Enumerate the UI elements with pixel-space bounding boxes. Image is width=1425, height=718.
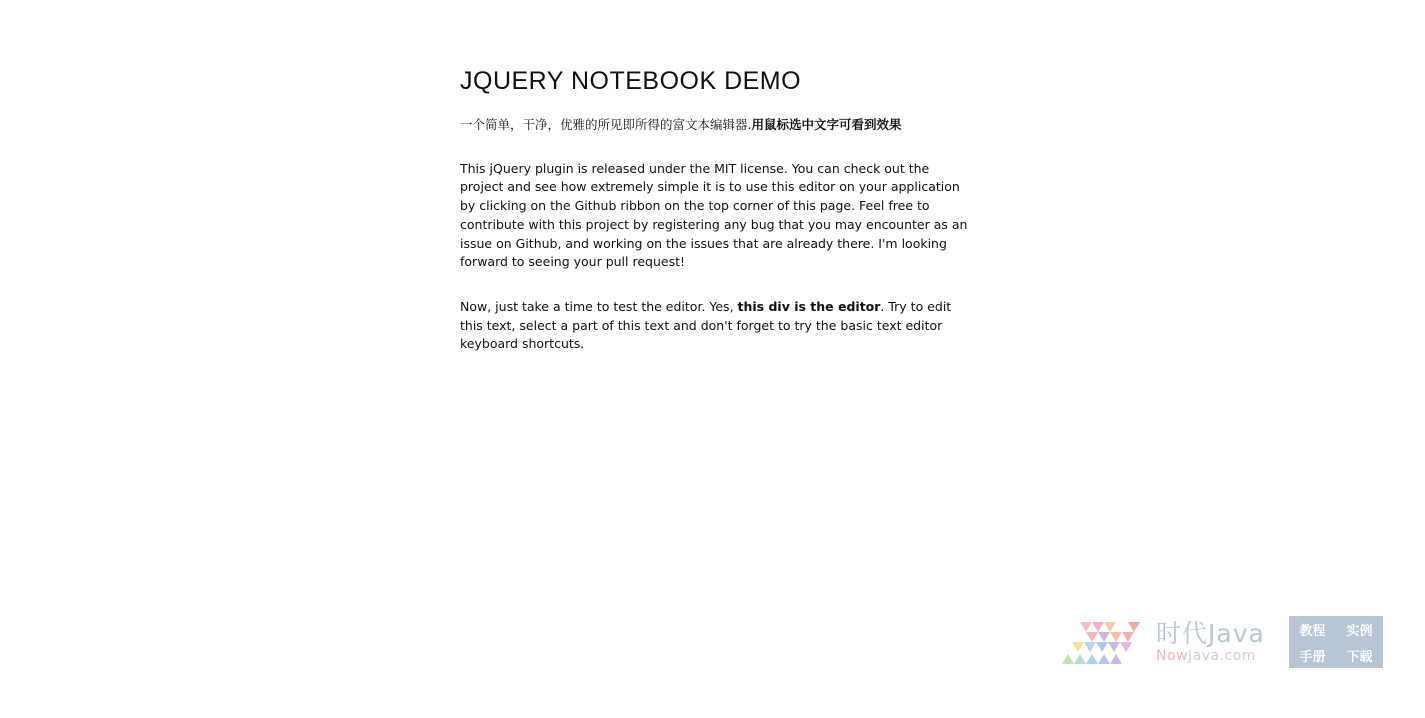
subtitle-text[interactable]: 一个简单，干净，优雅的所见即所得的富文本编辑器. xyxy=(460,117,752,132)
watermark-link-download[interactable]: 下载 xyxy=(1346,649,1373,665)
watermark-url[interactable] xyxy=(1156,648,1256,664)
watermark-link-examples[interactable]: 实例 xyxy=(1346,623,1373,639)
watermark-url-prefix[interactable]: Now xyxy=(1156,648,1188,664)
notebook-editor[interactable] xyxy=(460,116,970,354)
watermark-links-box xyxy=(1289,616,1383,668)
watermark-link-manual[interactable]: 手册 xyxy=(1299,649,1326,665)
editor-subtitle[interactable] xyxy=(460,116,970,135)
page-title: JQUERY NOTEBOOK DEMO xyxy=(460,67,802,95)
instructions-text-end[interactable]: . Try to edit this text, select a part of this text and don't forget to try the basic text editor keyboard shortcuts. xyxy=(460,298,952,352)
editor-paragraph-license[interactable]: This jQuery plugin is released under the MIT license. You can check out the project and see how extremely simple it is to use this editor on your application by clicking on the Github ribbon on the top corner of this page. Feel free to contribute with this project by registering any bug that you may encounter as an issue on Github, and working on the issues that are already there. I'm looking forward to seeing your pull request! xyxy=(460,160,968,270)
watermark-url-rest[interactable]: Java.com xyxy=(1188,648,1256,664)
subtitle-bold-text[interactable]: 用鼠标选中文字可看到效果 xyxy=(751,117,902,132)
watermark-link-tutorial[interactable]: 教程 xyxy=(1299,623,1326,639)
editor-paragraph-instructions[interactable] xyxy=(460,298,970,354)
watermark-site-name[interactable]: 时代Java xyxy=(1156,619,1265,648)
demo-page xyxy=(460,60,970,380)
site-watermark[interactable] xyxy=(1058,616,1384,670)
instructions-text-start[interactable]: Now, just take a time to test the editor. Yes, xyxy=(460,298,738,314)
triangle-logo-icon xyxy=(1058,618,1150,666)
instructions-bold-text[interactable]: this div is the editor xyxy=(737,298,881,314)
